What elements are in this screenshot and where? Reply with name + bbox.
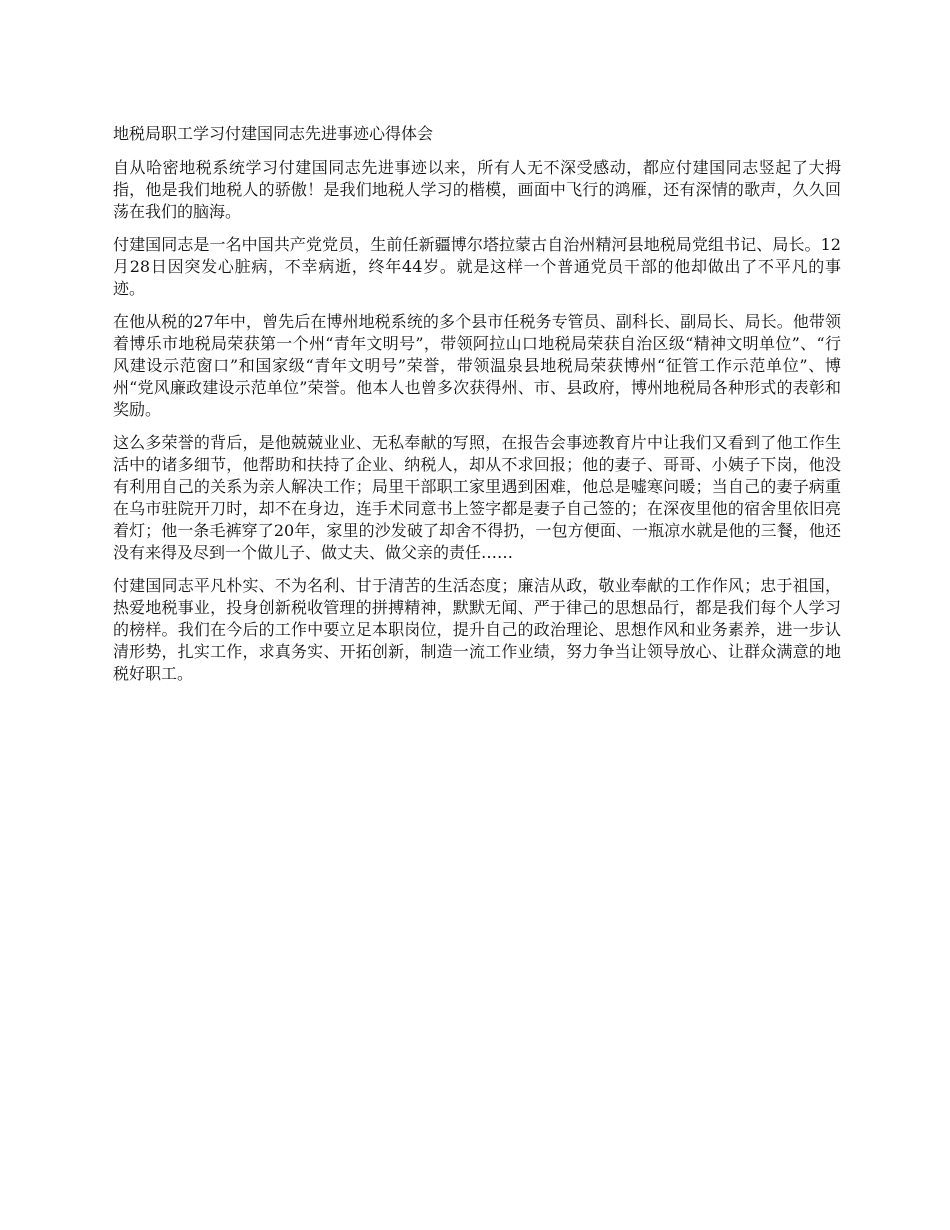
paragraph-5: 付建国同志平凡朴实、不为名利、甘于清苦的生活态度；廉洁从政，敬业奉献的工作作风；忠于祖国，热爱地税事业，投身创新税收管理的拼搏精神，默默无闻、严于律己的思想品行，都是我们每个人学习的榜样。我们在今后的工作中要立足本职岗位，提升自己的政治理论、思想作风和业务素养，进一步认清形势，扎实工作，求真务实、开拓创新，制造一流工作业绩，努力争当让领导放心、让群众满意的地税好职工。 <box>113 576 841 683</box>
paragraph-4: 这么多荣誉的背后，是他兢兢业业、无私奉献的写照，在报告会事迹教育片中让我们又看到了他工作生活中的诸多细节，他帮助和扶持了企业、纳税人，却从不求回报；他的妻子、哥哥、小姨子下岗，他没有利用自己的关系为亲人解决工作；局里干部职工家里遇到困难，他总是嘘寒问暖；当自己的妻子病重在乌市驻院开刀时，却不在身边，连手术同意书上签字都是妻子自己签的；在深夜里他的宿舍里依旧亮着灯；他一条毛裤穿了20年，家里的沙发破了却舍不得扔，一包方便面、一瓶凉水就是他的三餐，他还没有来得及尽到一个做儿子、做丈夫、做父亲的责任…… <box>113 433 841 562</box>
paragraph-2: 付建国同志是一名中国共产党党员，生前任新疆博尔塔拉蒙古自治州精河县地税局党组书记、局长。12月28日因突发心脏病，不幸病逝，终年44岁。就是这样一个普通党员干部的他却做出了不平凡的事迹。 <box>113 235 841 298</box>
paragraph-3: 在他从税的27年中，曾先后在博州地税系统的多个县市任税务专管员、副科长、副局长、局长。他带领着博乐市地税局荣获第一个州“青年文明号”，带领阿拉山口地税局荣获自治区级“精神文明单位”、“行风建设示范窗口”和国家级“青年文明号”荣誉，带领温泉县地税局荣获博州“征管工作示范单位”、博州“党风廉政建设示范单位”荣誉。他本人也曾多次获得州、市、县政府，博州地税局各种形式的表彰和奖励。 <box>113 312 841 419</box>
paragraph-1: 自从哈密地税系统学习付建国同志先进事迹以来，所有人无不深受感动，都应付建国同志竖起了大拇指，他是我们地税人的骄傲！是我们地税人学习的楷模，画面中飞行的鸿雁，还有深情的歌声，久久回荡在我们的脑海。 <box>113 158 841 221</box>
document-title: 地税局职工学习付建国同志先进事迹心得体会 <box>113 124 434 143</box>
document-page <box>113 123 841 696</box>
